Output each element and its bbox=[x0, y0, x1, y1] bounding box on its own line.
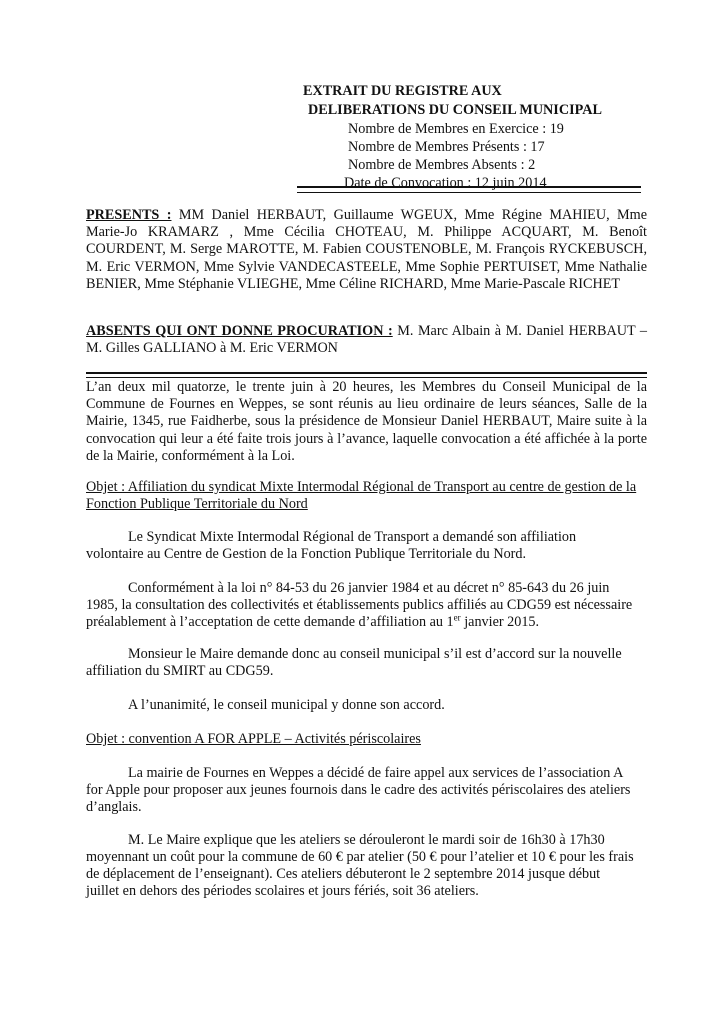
members-exercise: Nombre de Membres en Exercice : 19 bbox=[348, 121, 564, 137]
members-present: Nombre de Membres Présents : 17 bbox=[348, 139, 545, 155]
header-title-line2: DELIBERATIONS DU CONSEIL MUNICIPAL bbox=[308, 102, 602, 118]
presents-section bbox=[86, 207, 647, 293]
objet2-paragraph-2: M. Le Maire explique que les ateliers se dérouleront le mardi soir de 16h30 à 17h30 moyennant un coût pour la commune de 60 € par atelier (50 € pour l’atelier et 10 € pour les frais de déplacement de l’enseignant). Ces ateliers débuteront le 2 septembre 2014 jusque début juillet en dehors des périodes scolaires et jours fériés, soit 36 ateliers. bbox=[86, 832, 634, 899]
absents-section bbox=[86, 323, 647, 357]
objet2-paragraph-1: La mairie de Fournes en Weppes a décidé de faire appel aux services de l’association A for Apple pour proposer aux jeunes fournois dans le cadre des activités périscolaires des ateliers d’anglais. bbox=[86, 765, 631, 815]
header-divider bbox=[297, 186, 641, 193]
convocation-date: Date de Convocation : 12 juin 2014 bbox=[344, 175, 547, 191]
register-header bbox=[297, 82, 641, 192]
presents-list: MM Daniel HERBAUT, Guillaume WGEUX, Mme Régine MAHIEU, Mme Marie-Jo KRAMARZ , Mme Cécilia CHOTEAU, M. Philippe ACQUART, M. Benoît COURDENT, M. Serge MAROTTE, M. Fabien COUSTENOBLE, M. François RYCKEBUSCH, M. Eric VERMON, Mme Sylvie VANDECASTEELE, Mme Sophie PERTUISET, Mme Nathalie BENIER, Mme Stéphanie VLIEGHE, Mme Céline RICHARD, Mme Marie-Pascale RICHET bbox=[86, 207, 647, 292]
objet1-paragraph-2 bbox=[86, 580, 636, 631]
objet1-title bbox=[86, 479, 646, 513]
absents-label: ABSENTS QUI ONT DONNE PROCURATION : bbox=[86, 323, 393, 339]
objet1-paragraph-2-end: janvier 2015. bbox=[460, 614, 540, 630]
objet1-paragraph-3: Monsieur le Maire demande donc au conseil municipal s’il est d’accord sur la nouvelle affiliation du SMIRT au CDG59. bbox=[86, 646, 622, 679]
objet1-paragraph-1: Le Syndicat Mixte Intermodal Régional de Transport a demandé son affiliation volontaire au Centre de Gestion de la Fonction Publique Territoriale du Nord. bbox=[86, 529, 577, 562]
ordinal-superscript: er bbox=[453, 612, 461, 623]
objet2-title-text: Objet : convention A FOR APPLE – Activités périscolaires bbox=[86, 731, 421, 747]
objet2-title bbox=[86, 731, 636, 748]
section-divider bbox=[86, 372, 647, 378]
absents-list: M. Marc Albain à M. Daniel HERBAUT – M. Gilles GALLIANO à M. Eric VERMON bbox=[86, 323, 647, 357]
presents-label: PRESENTS : bbox=[86, 207, 172, 223]
members-absent: Nombre de Membres Absents : 2 bbox=[348, 157, 536, 173]
objet1-paragraph-2-text: Conformément à la loi n° 84-53 du 26 janvier 1984 et au décret n° 85-643 du 26 juin 1985, la consultation des collectivités et établissements publics affiliés au CDG59 est nécessaire préalablement à l’acceptation de cette demande d’affiliation au 1 bbox=[86, 580, 633, 630]
intro-paragraph: L’an deux mil quatorze, le trente juin à 20 heures, les Membres du Conseil Municipal de la Commune de Fournes en Weppes, se sont réunis au lieu ordinaire de leurs séances, Salle de la Mairie, 1345, rue Faidherbe, sous la présidence de Monsieur Daniel HERBAUT, Maire suite à la convocation qui leur a été faite trois jours à l’avance, laquelle convocation a été affichée à la porte de la Mairie, conformément à la Loi. bbox=[86, 379, 647, 464]
objet1-paragraph-4: A l’unanimité, le conseil municipal y donne son accord. bbox=[128, 697, 445, 713]
objet1-title-text: Objet : Affiliation du syndicat Mixte Intermodal Régional de Transport au centre de gestion de la Fonction Publique Territoriale du Nord bbox=[86, 479, 637, 512]
header-title-line1: EXTRAIT DU REGISTRE AUX bbox=[303, 83, 502, 99]
